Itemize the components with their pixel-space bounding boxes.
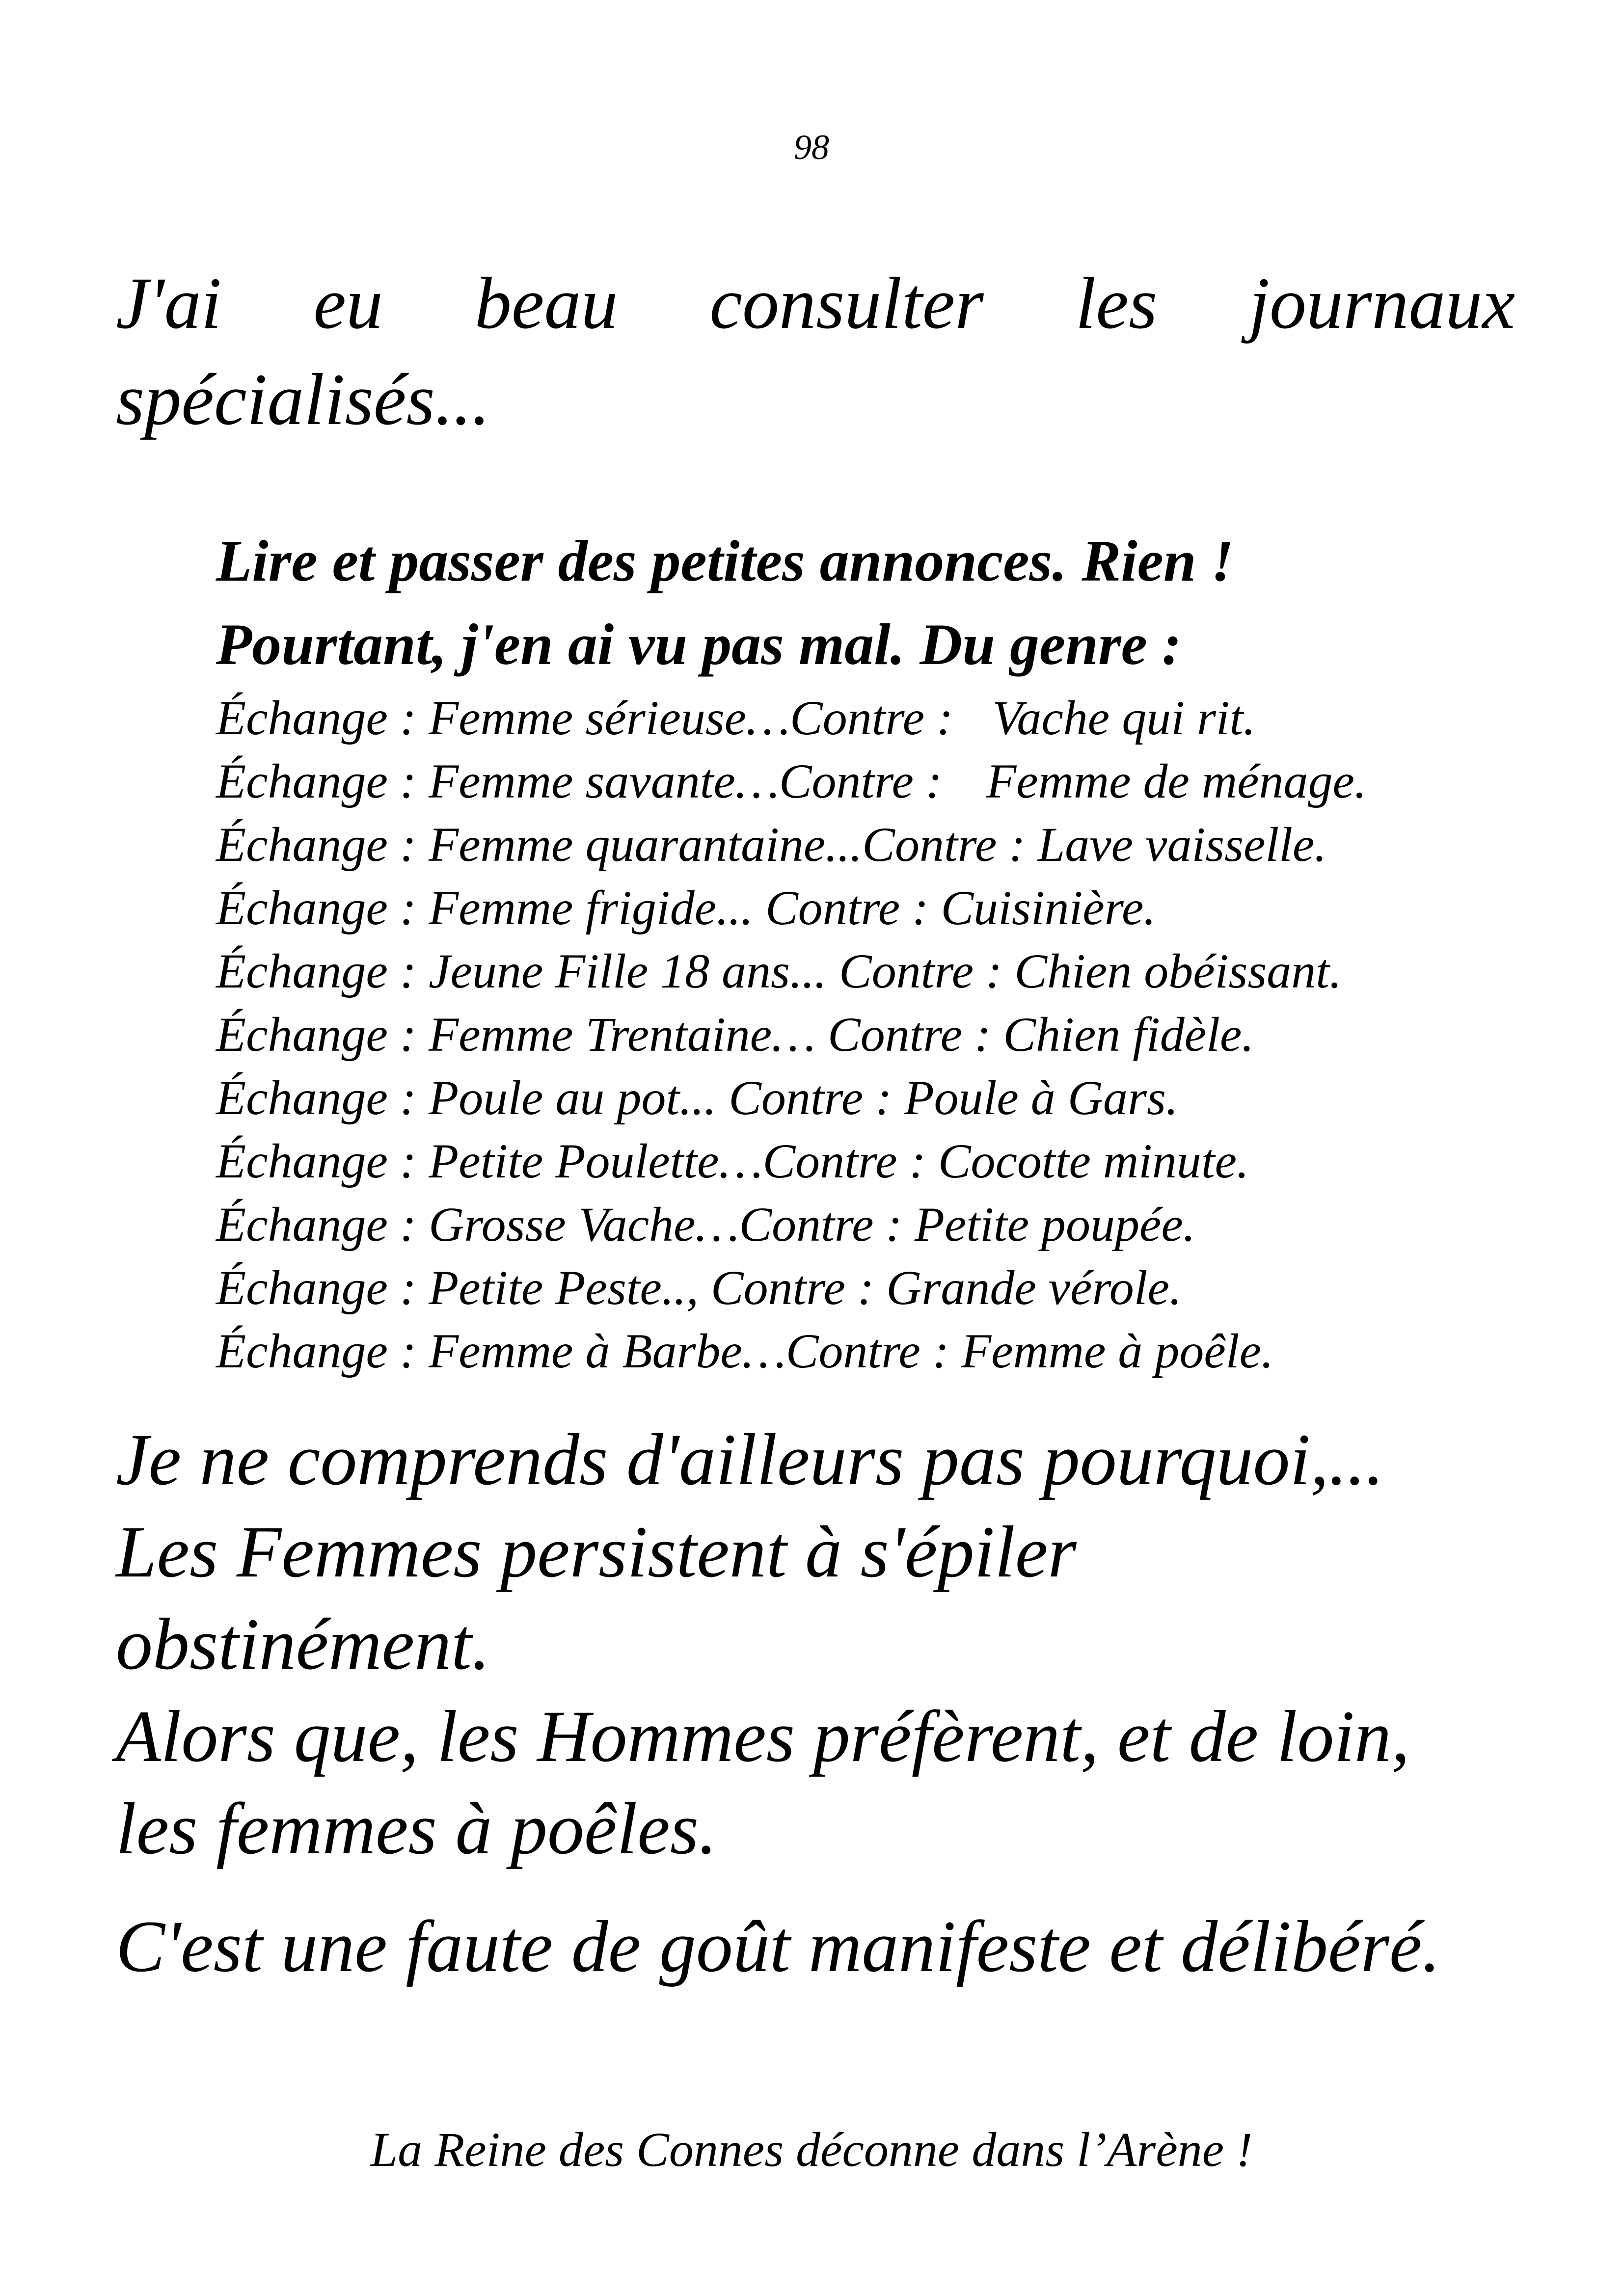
closing-line-3: obstinément. xyxy=(116,1603,490,1685)
ad-item: Échange : Grosse Vache…Contre : Petite poupée. xyxy=(216,1197,1195,1252)
ad-item: Échange : Petite Peste.., Contre : Grande vérole. xyxy=(216,1260,1182,1315)
ad-item xyxy=(216,749,1542,813)
ad-item-target: Vache qui rit. xyxy=(992,691,1256,745)
ad-item: Échange : Femme à Barbe…Contre : Femme à poêle. xyxy=(216,1324,1273,1378)
ad-item: Échange : Femme quarantaine...Contre : Lave vaisselle. xyxy=(216,817,1327,872)
classified-ads-block xyxy=(216,519,1542,1383)
intro-line-2: spécialisés... xyxy=(116,359,490,440)
closing-line-6: C'est une faute de goût manifeste et délibéré. xyxy=(116,1906,1441,1987)
ad-item xyxy=(216,686,1542,749)
ad-item-target: Femme de ménage. xyxy=(986,754,1367,808)
ad-item: Échange : Petite Poulette…Contre : Cocotte minute. xyxy=(216,1134,1249,1188)
ad-item: Échange : Femme Trentaine… Contre : Chien fidèle. xyxy=(216,1007,1254,1062)
intro-paragraph xyxy=(116,255,1515,448)
closing-paragraphs xyxy=(116,1414,1540,1993)
ads-heading-line-1: Lire et passer des petites annonces. Rien ! xyxy=(216,528,1234,593)
ad-item-offer: Échange : Femme savante…Contre : xyxy=(216,754,943,808)
ads-list xyxy=(216,686,1542,1383)
closing-line-2: Les Femmes persistent à s'épiler xyxy=(116,1511,1077,1593)
ad-item: Échange : Jeune Fille 18 ans... Contre : Chien obéissant. xyxy=(216,944,1342,998)
closing-line-4: Alors que, les Hommes préfèrent, et de loin, xyxy=(116,1696,1410,1777)
page-footer: La Reine des Connes déconne dans l’Arène ! xyxy=(370,2122,1253,2177)
ad-item: Échange : Poule au pot... Contre : Poule à Gars. xyxy=(216,1070,1178,1125)
page-number: 98 xyxy=(794,128,829,167)
ad-item-offer: Échange : Femme sérieuse…Contre : xyxy=(216,691,953,745)
ads-heading-line-2: Pourtant, j'en ai vu pas mal. Du genre : xyxy=(216,612,1182,677)
closing-line-5: les femmes à poêles. xyxy=(116,1788,717,1869)
closing-line-1: Je ne comprends d'ailleurs pas pourquoi,... xyxy=(116,1419,1384,1500)
ad-item: Échange : Femme frigide... Contre : Cuisinière. xyxy=(216,881,1156,935)
intro-line-1: J'ai eu beau consulter les journaux xyxy=(116,263,1515,344)
